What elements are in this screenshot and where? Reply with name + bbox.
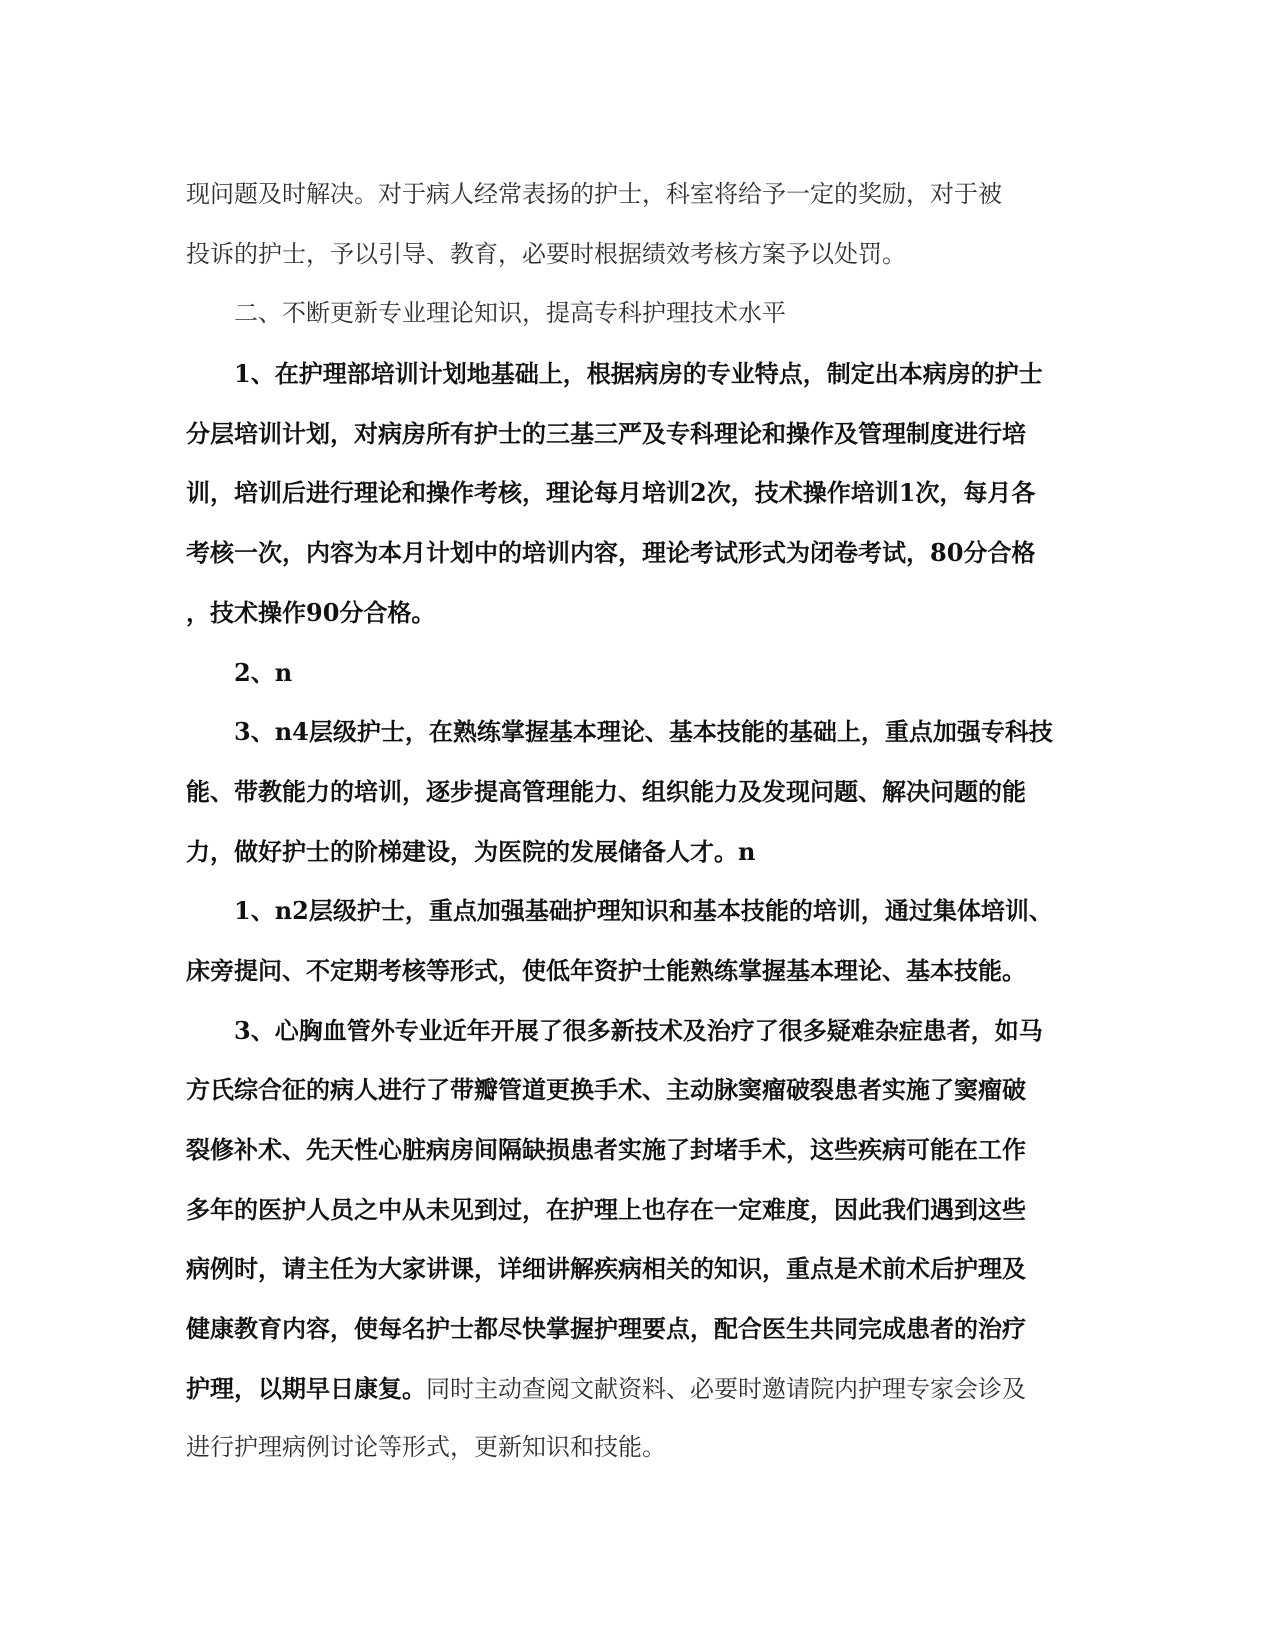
paragraph-line: 训，培训后进行理论和操作考核，理论每月培训2次，技术操作培训1次，每月各 bbox=[186, 478, 1036, 508]
paragraph-line: 3、n4层级护士，在熟练掌握基本理论、基本技能的基础上，重点加强专科技 bbox=[234, 717, 1053, 747]
paragraph-line: 裂修补术、先天性心脏病房间隔缺损患者实施了封堵手术，这些疾病可能在工作 bbox=[186, 1135, 1026, 1164]
paragraph-line: 投诉的护士，予以引导、教育，必要时根据绩效考核方案予以处罚。 bbox=[186, 239, 906, 268]
paragraph-line: 分层培训计划，对病房所有护士的三基三严及专科理论和操作及管理制度进行培 bbox=[186, 418, 1026, 448]
paragraph-line: ，技术操作90分合格。 bbox=[186, 597, 436, 627]
paragraph-line: 现问题及时解决。对于病人经常表扬的护士，科室将给予一定的奖励，对于被 bbox=[186, 180, 1002, 208]
paragraph-line: 床旁提问、不定期考核等形式，使低年资护士能熟练掌握基本理论、基本技能。 bbox=[186, 955, 1026, 985]
paragraph-line: 病例时，请主任为大家讲课，详细讲解疾病相关的知识，重点是术前术后护理及 bbox=[186, 1254, 1026, 1284]
document-body bbox=[186, 165, 1076, 1478]
bold-text-run: 护理，以期早日康复。 bbox=[186, 1373, 426, 1403]
section-heading: 二、不断更新专业理论知识，提高专科护理技术水平 bbox=[234, 299, 786, 328]
paragraph-line-mixed bbox=[186, 1359, 1076, 1419]
paragraph-line: 1、在护理部培训计划地基础上，根据病房的专业特点，制定出本病房的护士 bbox=[234, 359, 1043, 389]
paragraph-line: 多年的医护人员之中从未见到过，在护理上也存在一定难度，因此我们遇到这些 bbox=[186, 1194, 1026, 1224]
paragraph-line: 2、n bbox=[234, 657, 293, 687]
paragraph-line: 考核一次，内容为本月计划中的培训内容，理论考试形式为闭卷考试，80分合格 bbox=[186, 538, 1036, 568]
paragraph-line: 1、n2层级护士，重点加强基础护理知识和基本技能的培训，通过集体培训、 bbox=[234, 896, 1053, 926]
paragraph-line: 健康教育内容，使每名护士都尽快掌握护理要点，配合医生共同完成患者的治疗 bbox=[186, 1314, 1026, 1344]
paragraph-line: 方氏综合征的病人进行了带瓣管道更换手术、主动脉窦瘤破裂患者实施了窦瘤破 bbox=[186, 1075, 1026, 1105]
regular-text-run: 同时主动查阅文献资料、必要时邀请院内护理专家会诊及 bbox=[426, 1374, 1026, 1403]
paragraph-line: 进行护理病例讨论等形式，更新知识和技能。 bbox=[186, 1433, 666, 1462]
paragraph-line: 力，做好护士的阶梯建设，为医院的发展储备人才。n bbox=[186, 836, 756, 866]
paragraph-line: 能、带教能力的培训，逐步提高管理能力、组织能力及发现问题、解决问题的能 bbox=[186, 776, 1026, 806]
paragraph-line: 3、心胸血管外专业近年开展了很多新技术及治疗了很多疑难杂症患者，如马 bbox=[234, 1015, 1043, 1045]
